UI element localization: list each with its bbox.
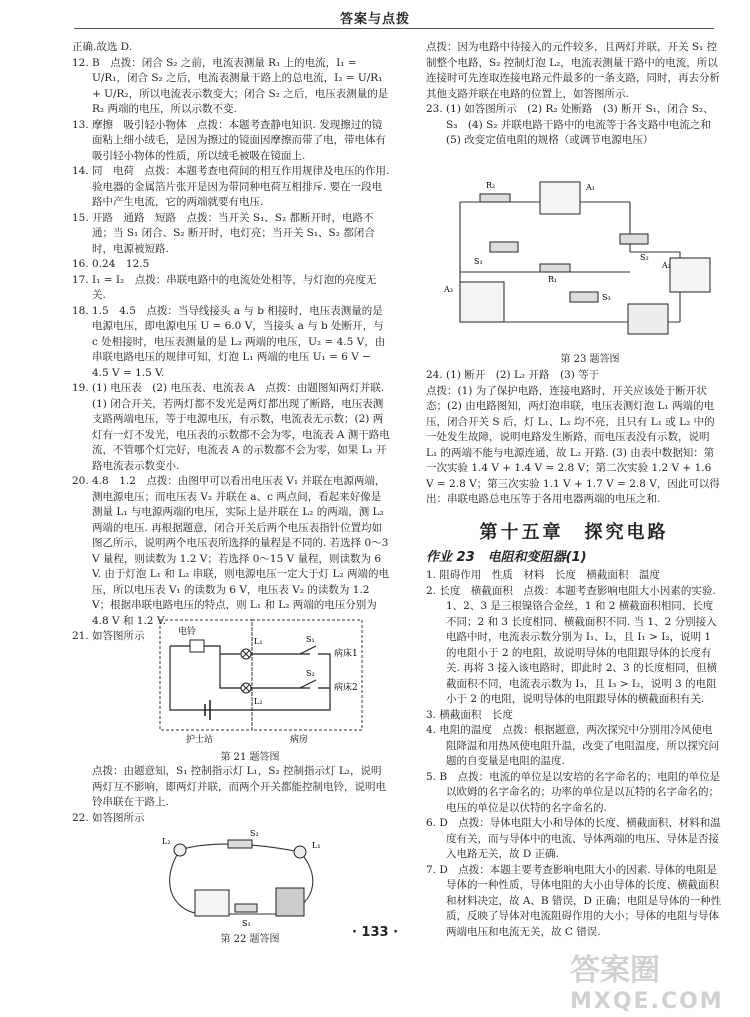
s2-label: S₂ bbox=[306, 669, 315, 678]
resistor-r1-icon bbox=[540, 264, 570, 272]
s2-label: S₂ bbox=[250, 830, 259, 838]
answer-item: 4. 电阻的温度 点拨：根据题意，两次探究中分别用冷风使电阻降温和用热风使电阻升温，改变了电阻温度，所以探究问题的自变量是电阻的温度. bbox=[426, 724, 719, 767]
s1-label: S₁ bbox=[242, 919, 251, 928]
s2-label: S₂ bbox=[640, 253, 649, 262]
l2-label: L₂ bbox=[162, 837, 171, 846]
answer-item: 正确.故选 D. bbox=[72, 41, 133, 53]
answer-item: 16. 0.24 12.5 bbox=[72, 258, 150, 270]
s3-label: S₃ bbox=[602, 293, 611, 302]
note-22: 点拨：因为电路中待接入的元件较多，且两灯并联，开关 S₁ 控制整个电路，S₂ 控制灯泡 L₂，电流表测量干路中的电流，所以连接时可先连取连接电路元件最多的一条支路，同时，再去分析其他支路并联在电路的位置上，如答图所示. bbox=[426, 41, 720, 100]
resistor-r2-icon bbox=[480, 194, 510, 202]
s1-label: S₁ bbox=[474, 257, 483, 266]
ammeter-a1-icon bbox=[540, 182, 580, 214]
figure-23-circuit bbox=[430, 172, 720, 348]
a3-label: A₃ bbox=[444, 285, 453, 294]
switch-s1-icon bbox=[490, 242, 518, 252]
header-title: 答案与点拨 bbox=[339, 12, 410, 27]
answer-item: 21. 如答图所示 bbox=[72, 630, 145, 642]
answer-item: 6. D 点拨：导体电阻大小和导体的长度、横截面积、材料和温度有关，而与导体中的电流、导体两端的电压、导体是否接入电路无关，故 D 正确. bbox=[426, 817, 721, 860]
left-column bbox=[72, 40, 390, 645]
l1-label: L₁ bbox=[312, 841, 321, 850]
l1-label: L₁ bbox=[254, 637, 263, 646]
homework-title: 作业 23 电阻和变阻器(1) bbox=[426, 550, 587, 565]
answer-item: 24. (1) 断开 (2) L₂ 开路 (3) 等于 bbox=[426, 369, 600, 381]
s1-label: S₁ bbox=[306, 635, 315, 644]
answer-item: 1. 阻碍作用 性质 材料 长度 横截面积 温度 bbox=[426, 569, 660, 581]
answer-item: 13. 摩擦 吸引轻小物体 点拨：本题考查静电知识. 发现擦过的镜面粘上细小绒毛，是因为擦过的镜面因摩擦而带了电，带电体有吸引轻小物体的性质，所以绒毛被吸在镜面上. bbox=[72, 118, 386, 162]
answer-item: 5. B 点拨：电流的单位是以安培的名字命名的；电阻的单位是以欧姆的名字命名的；功率的单位是以瓦特的名字命名的；电压的单位是以伏特的名字命名的. bbox=[426, 770, 721, 814]
figure-23-caption: 第 23 题答图 bbox=[560, 354, 620, 365]
answer-item: 23. (1) 如答图所示 (2) R₂ 处断路 (3) 断开 S₁，闭合 S₂、S₃ (4) S₂ 并联电路干路中的电流等于各支路中电流之和 (5) 改变定值电阻的规格（或调节电源电压） bbox=[426, 103, 722, 146]
right-column-bottom bbox=[426, 568, 722, 940]
watermark-logo bbox=[570, 945, 728, 1014]
note-24: 点拨：(1) 为了保护电路，连接电路时，开关应该处于断开状态；(2) 由电路图知，两灯泡串联，电压表测灯泡 L₁ 两端的电压，闭合开关 S 后，灯 L₁、L₂ 均不亮，且只有 L₁ 或 L₂ 中的一处发生故障，说明电路发生断路，而电压表没有示数，说明 L₁ 的两端不能与电源连通，故 L₂ 开路. (3) 由表中数据知：第一次实验 1.4 V + 1.4 V = 2.8 V；第二次实验 1.2 V + 1.6 V = 2.8 V；第三次实验 1.1 V + 1.7 V = 2.8 V，因此可以得出：串联电路总电压等于各用电器两端的电压之和. bbox=[426, 384, 720, 505]
header-rule bbox=[74, 28, 714, 29]
figure-21-caption: 第 21 题答图 bbox=[220, 752, 280, 763]
bed1-label: 病床1 bbox=[334, 649, 358, 659]
answer-item: 20. 4.8 1.2 点拨：由图甲可以看出电压表 V₁ 并联在电源两端，测电源电压；而电压表 V₂ 并联在 a、c 两点间，看起来好像是测量 L₁ 与电源两端的电压，实际上是并联在 L₂ 的两端，测 L₂ 两端的电压. 再根据题意，闭合开关后两个电压表指针位置均如图乙所示，说明两个电压表所选择的量程是不同的. 若选择 0～3 V 量程，则读数为 1.2 V；若选择 0～15 V 量程，则读数为 6 V. 由于灯泡 L₁ 和 L₂ 串联，则电源电压一定大于灯 L₂ 两端的电压，所以电压表 V₁ 的读数为 6 V，电压表 V₂ 的读数为 1.2 V；根据串联电路电压的特点，则 L₁ 和 L₂ 两端的电压分别为 4.8 V 和 1.2 V. bbox=[72, 475, 389, 627]
bulb-l2-icon bbox=[174, 844, 186, 856]
answer-item: 15. 开路 通路 短路 点拨：当开关 S₁、S₂ 都断开时，电路不通；当 S₁ 闭合、S₂ 断开时，电灯亮；当开关 S₁、S₂ 都闭合时，电源被短路. bbox=[72, 211, 375, 255]
switch-s2-icon bbox=[620, 234, 648, 244]
page-header bbox=[0, 0, 750, 32]
a1-label: A₁ bbox=[586, 183, 595, 192]
ammeter-icon bbox=[195, 890, 229, 916]
figure-21-circuit bbox=[150, 614, 390, 744]
station-label: 护士站 bbox=[186, 735, 214, 744]
l2-label: L₂ bbox=[254, 697, 263, 706]
page-number: · 133 · bbox=[351, 925, 399, 940]
bed2-label: 病床2 bbox=[334, 683, 358, 693]
chapter-title: 第十五章 探究电路 bbox=[479, 522, 669, 543]
figure-22-circuit bbox=[150, 830, 340, 928]
bell-icon bbox=[190, 640, 204, 652]
right-column-top bbox=[426, 40, 722, 149]
r1-label: R₁ bbox=[548, 275, 558, 284]
answer-item: 7. D 点拨：本题主要考查影响电阻大小的因素. 导体的电阻是导体的一种性质，导体电阻的大小由导体的长度、横截面积和材料决定，故 A、B 错误，D 正确；电阻是导体的一种性质，反映了导体对电流阻碍作用的大小；导体的电阻与导体两端电压和电流无关，故 C 错误. bbox=[426, 863, 722, 938]
switch-s3-icon bbox=[570, 292, 598, 302]
figure-22-caption: 第 22 题答图 bbox=[220, 934, 280, 945]
switch-icon bbox=[300, 646, 316, 688]
power-supply-icon bbox=[628, 304, 668, 334]
answer-item: 17. I₁ = I₂ 点拨：串联电路中的电流处处相等，与灯泡的亮度无关. bbox=[72, 273, 377, 301]
answer-item: 19. (1) 电压表 (2) 电压表、电流表 A 点拨：由题图知两灯并联. (1) 闭合开关，若两灯都不发光是两灯都出现了断路，电压表测支路两端电压，等于电源电压，有示数，电流表无示数；(2) 两灯有一灯不发光，电压表的示数都不会为零，电流表 A 测干路电流，不管哪个灯完好，电流表 A 的示数都不会为零，如果 L₁ 开路电流表示数变小. bbox=[72, 382, 390, 472]
ammeter-a3-icon bbox=[460, 282, 504, 322]
answer-item: 2. 长度 横截面积 点拨：本题考查影响电阻大小因素的实验. 1、2、3 是三根镍铬合金丝，1 和 2 横截面积相同、长度不同；2 和 3 长度相同、横截面积不同. 当 1、2 分别接入电路中时，电流表示数分别为 I₁、I₂，且 I₁ > I₂，说明 1 的电阻小于 2 的电阻，故说明导体的电阻跟导体的长度有关. 再将 3 接入该电路时，即此时 2、3 的长度相同，但横截面积不同，电流表示数为 I₃，且 I₃ > I₂，说明 3 的电阻小于 2 的电阻，说明导体的电阻跟导体的横截面积有关. bbox=[426, 584, 718, 705]
answer-item: 3. 横截面积 长度 bbox=[426, 708, 513, 721]
answer-item: 22. 如答图所示 bbox=[72, 811, 145, 824]
left-column-cont bbox=[72, 764, 390, 826]
ammeter-a2-icon bbox=[670, 258, 710, 292]
answer-item: 12. B 点拨：闭合 S₂ 之前，电流表测量 R₁ 上的电流，I₁ = U/R₁，闭合 S₂ 之后，电流表测量干路上的总电流，I₂ = U/R₁ + U/R₂，所以电流表示数变大；闭合 S₂ 之后，电压表测量的是 R₂ 两端的电压，所以示数不变. bbox=[72, 56, 389, 115]
a2-label: A₂ bbox=[662, 261, 671, 270]
watermark-line2: MXQE.COM bbox=[570, 989, 724, 1014]
answer-item: 14. 同 电荷 点拨：本题考查电荷间的相互作用规律及电压的作用. 验电器的金属箔片张开是因为带同种电荷互相排斥. 要在一段电路中产生电流，它的两端就要有电压. bbox=[72, 165, 390, 208]
watermark-line1: 答案圈 bbox=[570, 953, 660, 988]
r2-label: R₂ bbox=[486, 181, 496, 190]
ward-label: 病房 bbox=[290, 735, 309, 744]
battery-icon bbox=[276, 888, 304, 916]
bell-label: 电铃 bbox=[178, 627, 197, 637]
nurse-station-box bbox=[160, 620, 252, 730]
right-column-mid bbox=[426, 368, 722, 508]
switch-s1-icon bbox=[235, 904, 257, 912]
bulb-l1-icon bbox=[294, 846, 306, 858]
answer-item: 18. 1.5 4.5 点拨：当导线接头 a 与 b 相接时，电压表测量的是电源电压，即电源电压 U = 6.0 V，当接头 a 与 b 处断开，与 c 处相接时，电压表测量的是 L₂ 两端的电压，U₂ = 4.5 V，由串联电路电压的规律可知，灯泡 L₁ 两端的电压 U₁ = 6 V − 4.5 V = 1.5 V. bbox=[72, 304, 386, 379]
note-21: 点拨：由题意知，S₁ 控制指示灯 L₁，S₂ 控制指示灯 L₂，说明两灯互不影响，即两灯并联，而两个开关都能控制电铃，说明电铃串联在干路上. bbox=[92, 765, 386, 808]
switch-s2-icon bbox=[228, 840, 252, 848]
